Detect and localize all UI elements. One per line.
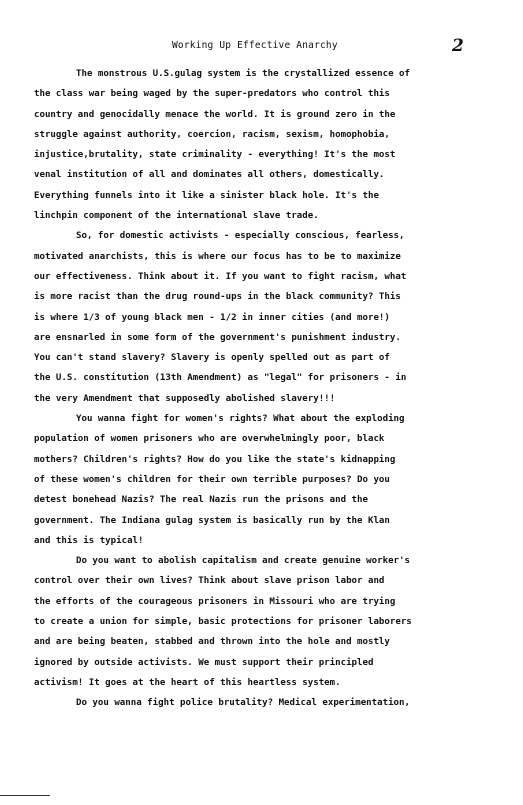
paragraph [34,693,484,713]
text-line: and this is typical! [34,535,144,546]
text-line: to create a union for simple, basic protections for prisoner laborers [34,617,412,628]
text-line: the class war being waged by the super-predators who control this [34,89,390,100]
page-header [0,36,523,56]
footnote-rule [0,795,50,796]
text-line: activism! It goes at the heart of this heartless system. [34,677,341,688]
text-line: of these women's children for their own terrible purposes? Do you [34,474,390,485]
text-line: government. The Indiana gulag system is basically run by the Klan [34,515,390,526]
text-line: are ensnarled in some form of the government's punishment industry. [34,332,401,343]
text-line: So, for domestic activists - especially conscious, fearless, [76,231,405,242]
text-line: is where 1/3 of young black men - 1/2 in inner cities (and more!) [34,312,390,323]
text-line: You can't stand slavery? Slavery is openly spelled out as part of [34,353,390,364]
paragraph [34,551,484,693]
text-line: motivated anarchists, this is where our focus has to be to maximize [34,251,401,262]
text-line: the very Amendment that supposedly abolished slavery!!! [34,393,336,404]
text-line: our effectiveness. Think about it. If you want to fight racism, what [34,271,407,282]
document-body [34,64,484,714]
text-line: control over their own lives? Think about slave prison labor and [34,576,385,587]
text-line: The monstrous U.S.gulag system is the crystallized essence of [76,69,410,79]
text-line: You wanna fight for women's rights? What about the exploding [76,414,405,425]
text-line: Do you want to abolish capitalism and create genuine worker's [76,556,410,567]
text-line: and are being beaten, stabbed and thrown into the hole and mostly [34,637,390,648]
text-line: Do you wanna fight police brutality? Medical experimentation, [76,698,410,709]
text-line: venal institution of all and dominates all others, domestically. [34,170,385,181]
paragraph [34,64,484,226]
text-line: injustice,brutality, state criminality - everything! It's the most [34,150,396,161]
text-line: mothers? Children's rights? How do you like the state's kidnapping [34,454,396,465]
page-number: 2 [452,36,464,56]
text-line: the U.S. constitution (13th Amendment) as "legal" for prisoners - in [34,373,407,384]
text-line: linchpin component of the international slave trade. [34,211,319,222]
text-line: Everything funnels into it like a sinister black hole. It's the [34,190,379,201]
text-line: population of women prisoners who are overwhelmingly poor, black [34,434,385,445]
text-line: is more racist than the drug round-ups in the black community? This [34,292,401,303]
text-line: struggle against authority, coercion, racism, sexism, homophobia, [34,129,390,140]
paragraph [34,409,484,551]
text-line: ignored by outside activists. We must support their principled [34,657,374,668]
text-line: country and genocidally menace the world. It is ground zero in the [34,109,396,120]
text-line: the efforts of the courageous prisoners in Missouri who are trying [34,596,396,607]
text-line: detest bonehead Nazis? The real Nazis run the prisons and the [34,495,368,506]
page-title: Working Up Effective Anarchy [172,40,338,51]
paragraph [34,226,484,409]
